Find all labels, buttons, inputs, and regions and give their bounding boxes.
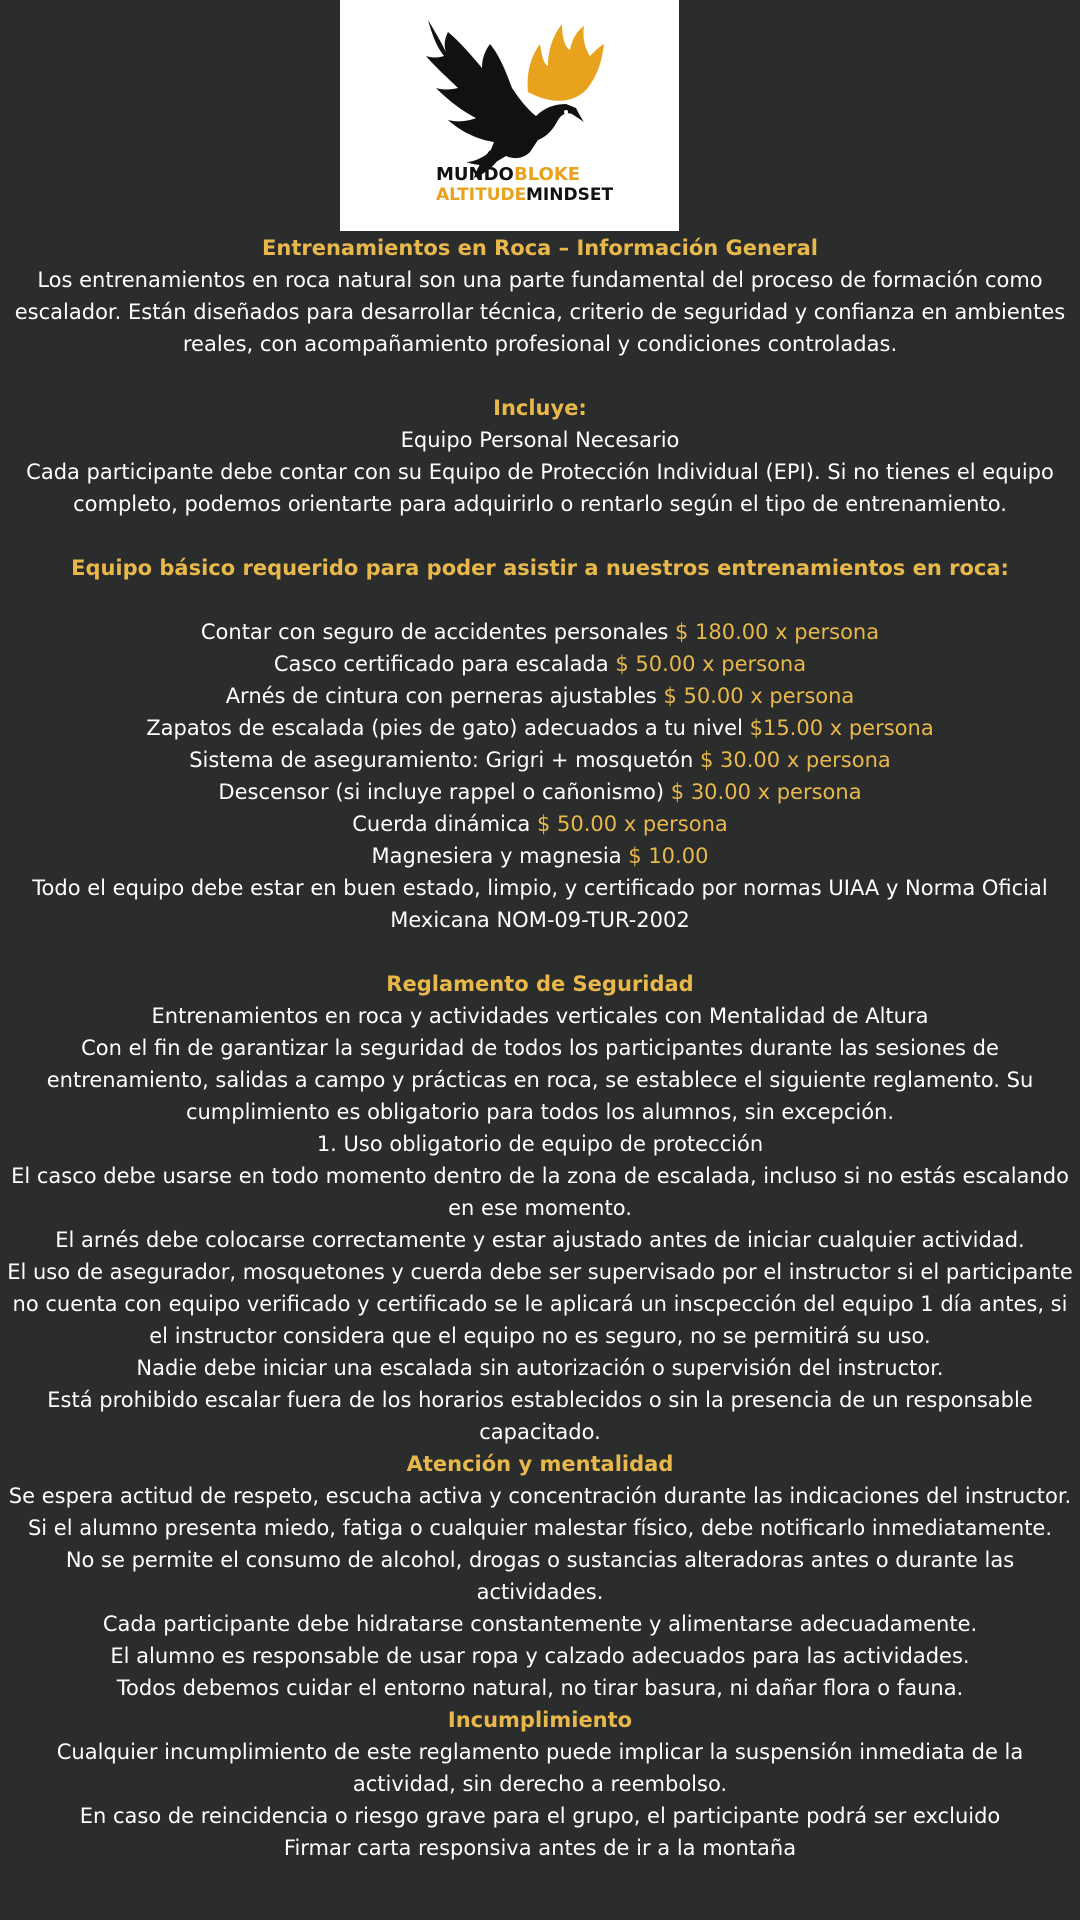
rules-subtitle: Entrenamientos en roca y actividades verticales con Mentalidad de Altura [151,1004,929,1028]
equipment-title: Equipo básico requerido para poder asistir a nuestros entrenamientos en roca: [71,556,1009,580]
logo-text-bloke: BLOKE [514,164,581,185]
equipment-item [0,840,1080,872]
rules-title: Reglamento de Seguridad [386,972,694,996]
equipment-item-label: Arnés de cintura con perneras ajustables [225,684,664,708]
attitude-item: No se permite el consumo de alcohol, drogas o sustancias alteradoras antes o durante las actividades. [65,1548,1015,1604]
equipment-item-label: Casco certificado para escalada [273,652,616,676]
eagle-mountain-logo-icon [340,0,679,231]
rules-section1-title: 1. Uso obligatorio de equipo de protección [316,1132,764,1156]
equipment-item [0,776,1080,808]
attitude-item: El alumno es responsable de usar ropa y calzado adecuados para las actividades. [110,1644,970,1668]
equipment-item-label: Contar con seguro de accidentes personales [200,620,675,644]
attitude-title: Atención y mentalidad [406,1452,674,1476]
equipment-item-label: Sistema de aseguramiento: Grigri + mosquetón [189,748,700,772]
equipment-item [0,680,1080,712]
rules-item: El uso de asegurador, mosquetones y cuerda debe ser supervisado por el instructor si el participante no cuenta con equipo verificado y certificado se le aplicará un inscpección del equipo 1 día antes, si el instructor considera que el equipo no es seguro, no se permitirá su uso. [7,1260,1073,1348]
equipment-item-label: Magnesiera y magnesia [371,844,629,868]
equipment-item [0,808,1080,840]
equipment-item-price: $ 50.00 x persona [615,652,807,676]
equipment-item-price: $ 50.00 x persona [536,812,728,836]
logo-text-mundo: MUNDO [436,164,514,185]
rules-intro: Con el fin de garantizar la seguridad de todos los participantes durante las sesiones de entrenamiento, salidas a campo y prácticas en roca, se establece el siguiente reglamento. Su cumplimiento es obligatorio para todos los alumnos, sin excepción. [46,1036,1034,1124]
breach-item: Cualquier incumplimiento de este reglamento puede implicar la suspensión inmediata de la actividad, sin derecho a reembolso. [56,1740,1024,1796]
logo-text-mindset: MINDSET [526,185,614,205]
breach-title: Incumplimiento [447,1708,633,1732]
equipment-item-price: $ 30.00 x persona [670,780,862,804]
equipment-item-label: Zapatos de escalada (pies de gato) adecuados a tu nivel [146,716,750,740]
equipment-item [0,744,1080,776]
includes-text: Cada participante debe contar con su Equipo de Protección Individual (EPI). Si no tienes el equipo completo, podemos orientarte para adquirirlo o rentarlo según el tipo de entrenamiento. [26,460,1054,516]
equipment-item [0,648,1080,680]
equipment-item [0,616,1080,648]
rules-item: El arnés debe colocarse correctamente y estar ajustado antes de iniciar cualquier actividad. [55,1228,1025,1252]
info-content [0,232,1080,1864]
equipment-item-price: $15.00 x persona [749,716,934,740]
intro-text: Los entrenamientos en roca natural son una parte fundamental del proceso de formación como escalador. Están diseñados para desarrollar técnica, criterio de seguridad y confianza en ambientes reales, con acompañamiento profesional y condiciones controladas. [14,268,1066,356]
attitude-item: Se espera actitud de respeto, escucha activa y concentración durante las indicaciones del instructor. [8,1484,1072,1508]
equipment-item-price: $ 10.00 [628,844,709,868]
equipment-item-price: $ 50.00 x persona [663,684,855,708]
equipment-item-price: $ 30.00 x persona [699,748,891,772]
breach-item: En caso de reincidencia o riesgo grave para el grupo, el participante podrá ser excluido [79,1804,1001,1828]
attitude-item: Cada participante debe hidratarse constantemente y alimentarse adecuadamente. [102,1612,978,1636]
attitude-item: Todos debemos cuidar el entorno natural, no tirar basura, ni dañar flora o fauna. [116,1676,964,1700]
equipment-item-label: Descensor (si incluye rappel o cañonismo) [218,780,671,804]
rules-item: El casco debe usarse en todo momento dentro de la zona de escalada, incluso si no estás escalando en ese momento. [11,1164,1069,1220]
equipment-note: Todo el equipo debe estar en buen estado, limpio, y certificado por normas UIAA y Norma Oficial Mexicana NOM-09-TUR-2002 [32,876,1048,932]
equipment-item-price: $ 180.00 x persona [674,620,880,644]
attitude-item: Si el alumno presenta miedo, fatiga o cualquier malestar físico, debe notificarlo inmediatamente. [27,1516,1053,1540]
rules-item: Nadie debe iniciar una escalada sin autorización o supervisión del instructor. [136,1356,944,1380]
intro-title: Entrenamientos en Roca – Información General [262,236,818,260]
includes-subtitle: Equipo Personal Necesario [400,428,680,452]
logo-text-altitude: ALTITUDE [436,185,527,205]
rules-item: Está prohibido escalar fuera de los horarios establecidos o sin la presencia de un responsable capacitado. [47,1388,1033,1444]
equipment-item-label: Cuerda dinámica [352,812,537,836]
includes-title: Incluye: [493,396,587,420]
equipment-item [0,712,1080,744]
breach-item: Firmar carta responsiva antes de ir a la montaña [283,1836,797,1860]
brand-logo [340,0,679,231]
